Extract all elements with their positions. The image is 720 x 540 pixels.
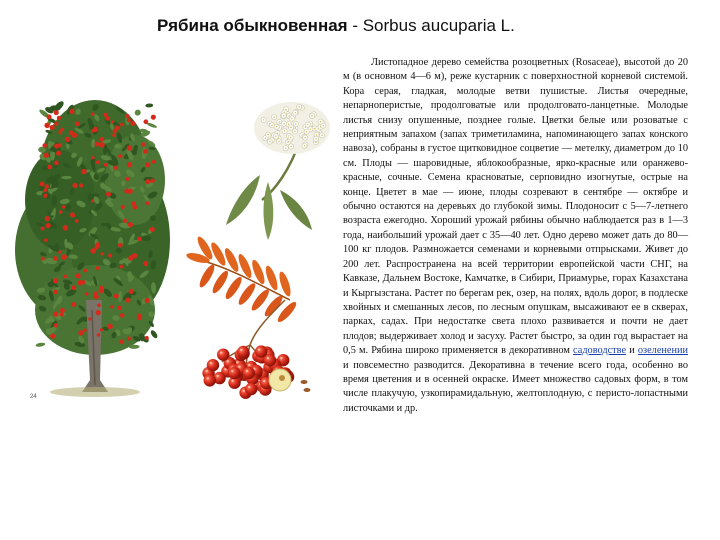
title-latin-name: - Sorbus aucuparia L. <box>347 16 515 35</box>
rowan-tree-illustration <box>0 0 340 540</box>
text-part-2: и <box>626 345 638 357</box>
figure-number: 24 <box>30 394 37 400</box>
description-text <box>343 56 688 496</box>
link-gardening[interactable]: садоводстве <box>573 345 627 357</box>
autumn-leaf <box>185 235 298 325</box>
seeds <box>301 380 311 392</box>
text-part-3: и повсеместно разводится. Декоративна в течение всего года, особенно во время цветения и в осенней окраске. Имеет множество садовых форм, в том числе плакучую, узкопирамидальную, желтоплодную, с перисто-лопастными листочками и др. <box>343 359 688 414</box>
link-landscaping[interactable]: озеленении <box>637 345 688 357</box>
flower-cluster <box>226 102 330 240</box>
cut-fruit <box>269 369 291 391</box>
title-common-name: Рябина обыкновенная <box>157 16 348 35</box>
text-part-1: Листопадное дерево семейства розоцветных (Rosaceae), высотой до 20 м (в основном 4—6 м), реже кустарник с поверхностной корневой системой. Кора серая, гладкая, молодые ветви пушистые. Листья очередные, непарноперистые, продолговатые или продолговато-ланцетные. Молодые листья снизу опушенные, позднее голые. Цветки белые или розоватые с неприятным запахом (запах триметиламина, напоминающего запах конского навоза), собраны в густое щитковидное соцветие — метелку, диаметром до 10 см. Плоды — шаровидные, яблокообразные, ярко-красные или оранжево-красные, сочные. Семена красноватые, серповидно изогнутые, острые на конце. Цветет в мае — июне, плоды созревают в сентябре — октябре и обычно остаются на деревьях до глубокой зимы. Плодоносит с 5—7-летнего возраста ежегодно. Хороший урожай рябины обычно наблюдается раз в 1—3 года, наибольший урожай дает с 35—40 лет. Одно дерево может дать до 80—100 кг плодов. Размножается семенами и корневыми отпрысками. Живет до 200 лет. Распространена на всей территории европейской части СНГ, на Кавказе, Дальнем Востоке, Камчатке, в Сибири, Приамурье, горах Казахстана и Кыргызстана. Растет по берегам рек, озер, на полях, вдоль дорог, в подлеске хвойных и смешанных лесов, по лесным опушкам, высаживают ее в скверах, парках, садах. При недостатке света плохо развивается и почти не дает плодов; выдерживает холод и засуху. Растет быстро, за один год вырастает на 0,5 м. Рябина широко применяется в декоративном <box>343 57 688 357</box>
